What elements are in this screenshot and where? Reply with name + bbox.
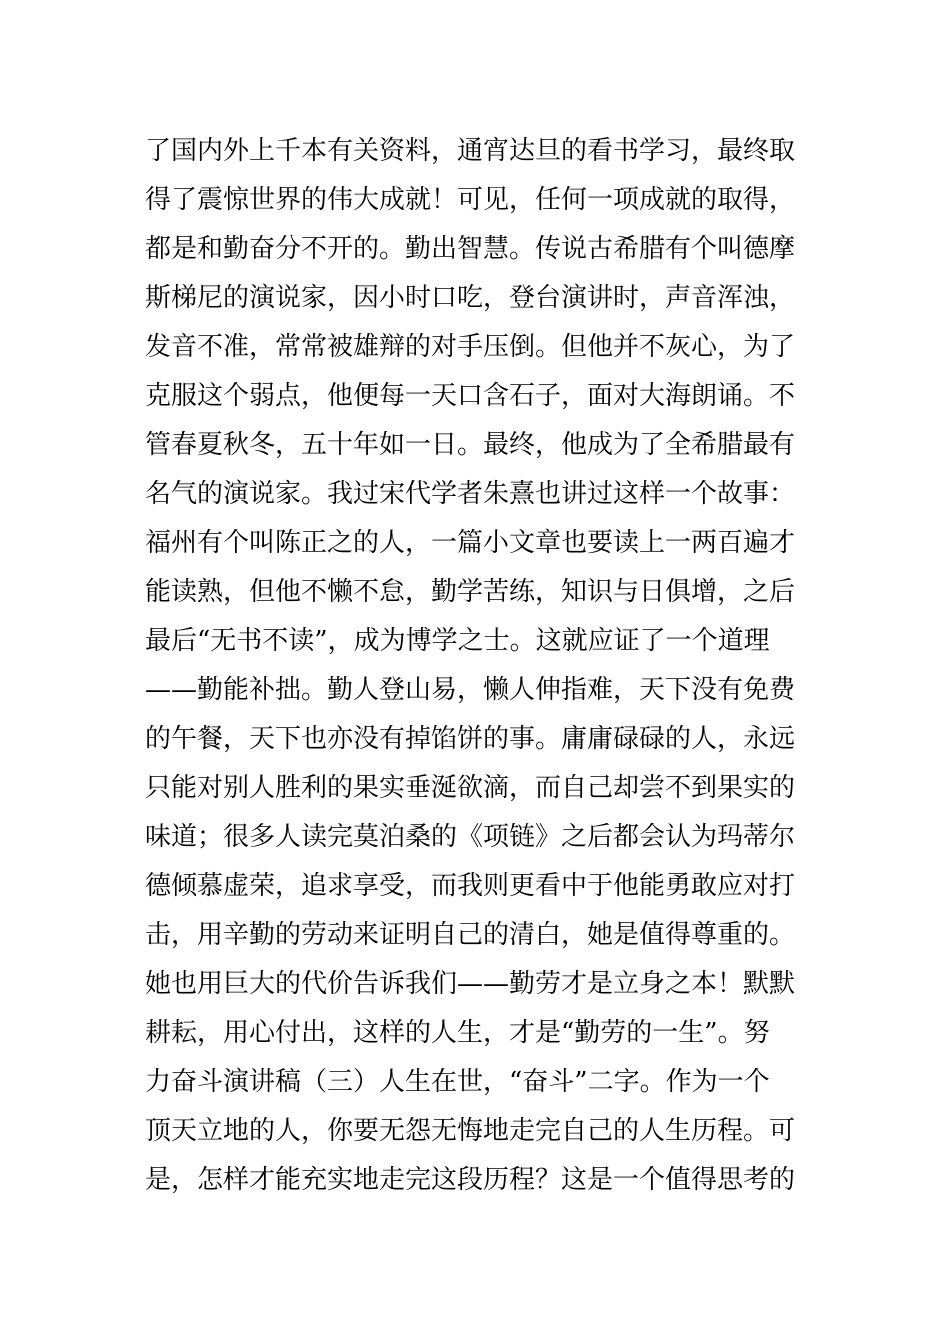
text-line: 是，怎样才能充实地走完这段历程？这是一个值得思考的 <box>145 1165 796 1195</box>
text-line: 只能对别人胜利的果实垂涎欲滴，而自己却尝不到果实的 <box>145 773 796 803</box>
text-line: 的午餐，天下也亦没有掉馅饼的事。庸庸碌碌的人，永远 <box>145 724 796 754</box>
text-line: 斯梯尼的演说家，因小时口吃，登台演讲时，声音浑浊， <box>145 283 796 313</box>
text-line: 都是和勤奋分不开的。勤出智慧。传说古希腊有个叫德摩 <box>145 234 796 264</box>
text-line: 得了震惊世界的伟大成就！可见，任何一项成就的取得， <box>145 185 796 215</box>
text-line: 顶天立地的人，你要无怨无悔地走完自己的人生历程。可 <box>145 1116 796 1146</box>
body-text <box>145 127 825 1205</box>
text-line: 福州有个叫陈正之的人，一篇小文章也要读上一两百遍才 <box>145 528 796 558</box>
text-line: 克服这个弱点，他便每一天口含石子，面对大海朗诵。不 <box>145 381 796 411</box>
text-line: 耕耘，用心付出，这样的人生，才是“勤劳的一生”。努 <box>145 1018 770 1048</box>
text-line: 最后“无书不读”，成为博学之士。这就应证了一个道理 <box>145 626 770 656</box>
text-line: 能读熟，但他不懒不怠，勤学苦练，知识与日俱增，之后 <box>145 577 796 607</box>
text-line: 德倾慕虚荣，追求享受，而我则更看中于他能勇敢应对打 <box>145 871 796 901</box>
text-line: 名气的演说家。我过宋代学者朱熹也讲过这样一个故事： <box>145 479 796 509</box>
text-line: 发音不准，常常被雄辩的对手压倒。但他并不灰心，为了 <box>145 332 796 362</box>
text-line: 味道；很多人读完莫泊桑的《项链》之后都会认为玛蒂尔 <box>145 822 796 852</box>
text-line: 了国内外上千本有关资料，通宵达旦的看书学习，最终取 <box>145 136 796 166</box>
text-line: 力奋斗演讲稿（三）人生在世，“奋斗”二字。作为一个 <box>145 1067 770 1097</box>
text-line: ——勤能补拙。勤人登山易，懒人伸指难，天下没有免费 <box>145 675 796 705</box>
text-line: 她也用巨大的代价告诉我们——勤劳才是立身之本！默默 <box>145 969 796 999</box>
text-line: 击，用辛勤的劳动来证明自己的清白，她是值得尊重的。 <box>145 920 796 950</box>
text-line: 管春夏秋冬，五十年如一日。最终，他成为了全希腊最有 <box>145 430 796 460</box>
